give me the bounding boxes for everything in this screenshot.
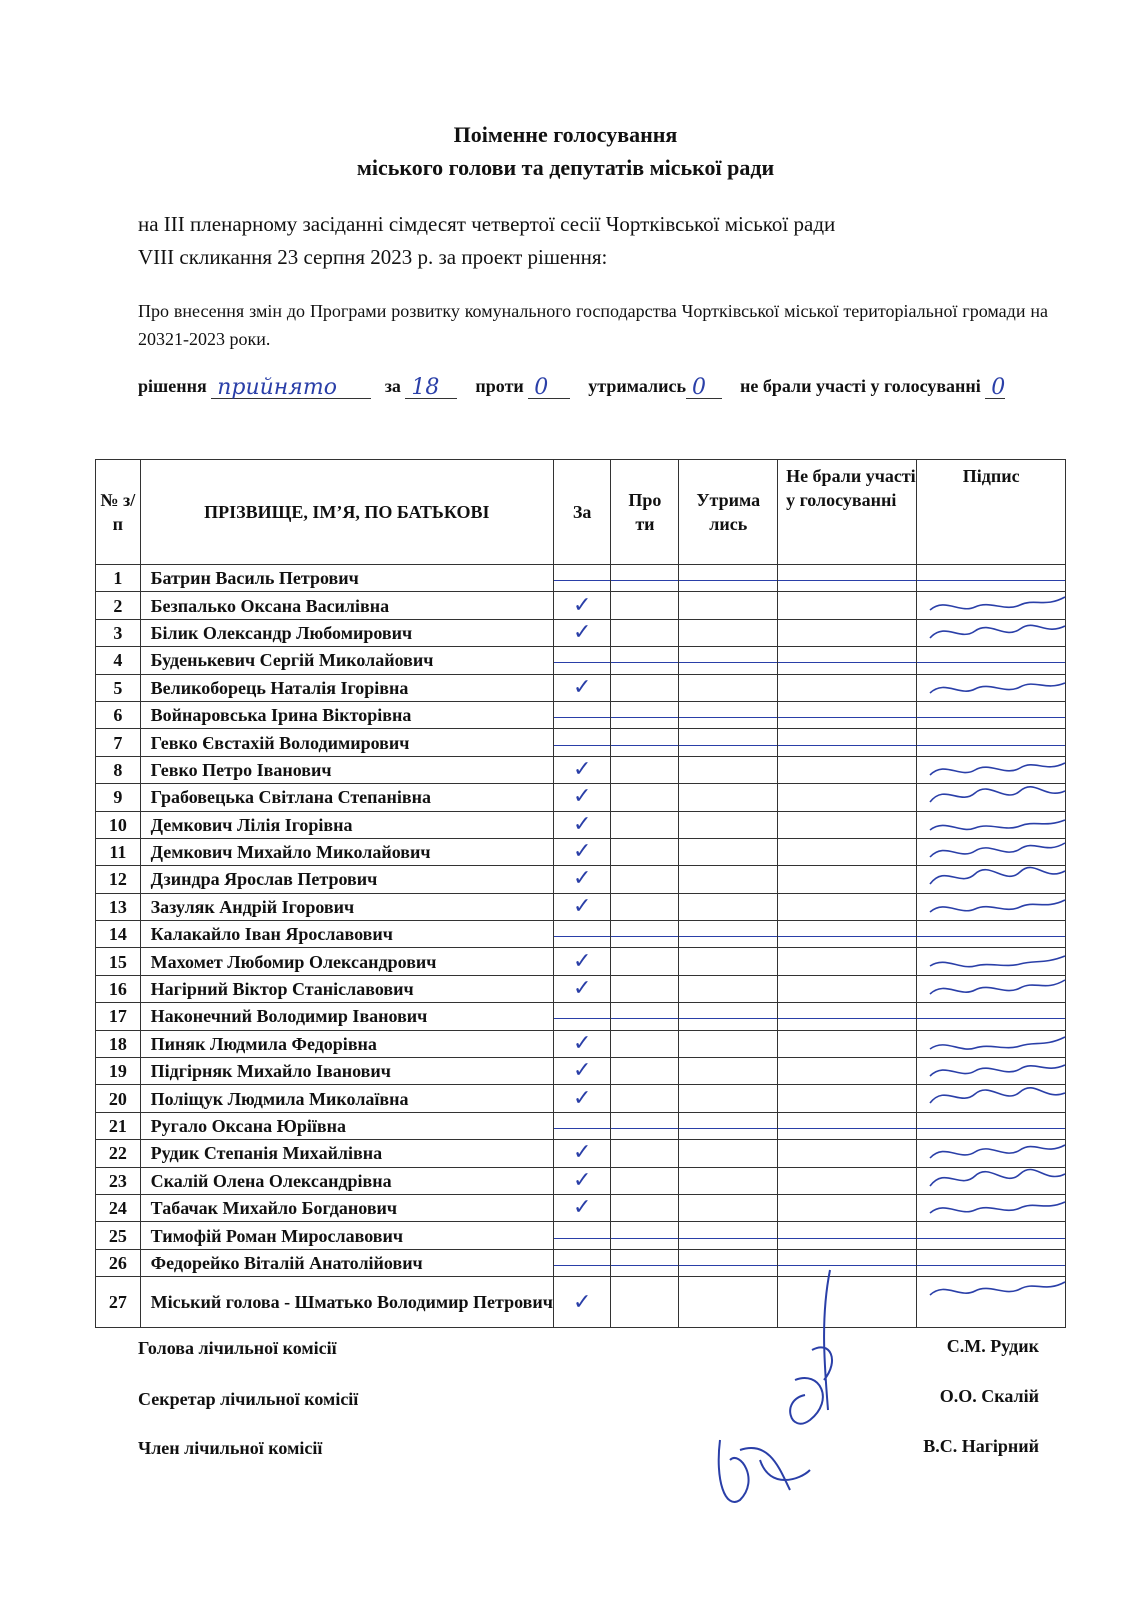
row-not-participated [778,1003,917,1030]
row-against [611,838,679,865]
row-name: Табачак Михайло Богданович [140,1194,553,1221]
row-not-participated [778,975,917,1002]
commission-member-name: В.С. Нагірний [923,1436,1039,1456]
row-abstained [679,1058,778,1085]
row-for-mark [553,729,611,756]
table-row [96,1003,1066,1030]
row-abstained [679,975,778,1002]
row-abstained [679,893,778,920]
row-not-participated [778,701,917,728]
table-row [96,674,1066,701]
header-against: Про ти [611,460,679,565]
row-not-participated [778,838,917,865]
row-abstained [679,1167,778,1194]
row-abstained [679,866,778,893]
row-for-mark [553,1003,611,1030]
row-number: 10 [96,811,141,838]
abstained-value: 0 [692,375,706,400]
row-against [611,1058,679,1085]
row-name: Білик Олександр Любомирович [140,619,553,646]
row-number: 22 [96,1140,141,1167]
row-abstained [679,619,778,646]
row-abstained [679,729,778,756]
row-for-mark: ✓ [553,1140,611,1167]
row-number: 25 [96,1222,141,1249]
session-line-1: на ІІІ пленарному засіданні сімдесят четвертої сесії Чортківської міської ради [138,212,836,236]
row-against [611,592,679,619]
row-number: 9 [96,784,141,811]
row-against [611,565,679,592]
row-for-mark: ✓ [553,1167,611,1194]
row-for-mark: ✓ [553,1277,611,1328]
voting-table-body [96,565,1066,1328]
row-against [611,701,679,728]
row-number: 4 [96,647,141,674]
row-against [611,729,679,756]
for-label: за [384,376,401,396]
row-not-participated [778,1140,917,1167]
row-name: Дзиндра Ярослав Петрович [140,866,553,893]
row-against [611,619,679,646]
row-for-mark: ✓ [553,784,611,811]
not-participated-field [985,376,1005,399]
row-abstained [679,1222,778,1249]
row-for-mark [553,647,611,674]
row-not-participated [778,811,917,838]
row-against [611,811,679,838]
row-number: 18 [96,1030,141,1057]
row-number: 6 [96,701,141,728]
row-name: Наконечний Володимир Іванович [140,1003,553,1030]
table-row [96,619,1066,646]
row-against [611,948,679,975]
table-row [96,1222,1066,1249]
row-for-mark: ✓ [553,948,611,975]
row-abstained [679,1030,778,1057]
row-name: Підгірняк Михайло Іванович [140,1058,553,1085]
row-not-participated [778,674,917,701]
row-signature [917,701,1066,728]
row-number: 26 [96,1249,141,1276]
header-signature: Підпис [917,460,1066,565]
row-name: Войнаровська Ірина Вікторівна [140,701,553,728]
row-for-mark: ✓ [553,811,611,838]
row-number: 11 [96,838,141,865]
row-not-participated [778,729,917,756]
row-for-mark [553,1112,611,1139]
row-abstained [679,1003,778,1030]
document-title: Поіменне голосування [453,122,678,147]
table-row [96,565,1066,592]
row-abstained [679,756,778,783]
row-number: 12 [96,866,141,893]
row-for-mark: ✓ [553,1030,611,1057]
row-abstained [679,647,778,674]
row-for-mark [553,921,611,948]
against-field [528,376,570,399]
row-number: 8 [96,756,141,783]
header-abstained: Утрима лись [679,460,778,565]
row-name: Великоборець Наталія Ігорівна [140,674,553,701]
row-not-participated [778,921,917,948]
table-row [96,866,1066,893]
row-for-mark: ✓ [553,893,611,920]
table-row [96,893,1066,920]
row-name: Грабовецька Світлана Степанівна [140,784,553,811]
signature-icon [925,667,1075,701]
row-abstained [679,1085,778,1112]
row-against [611,756,679,783]
row-name: Міський голова - Шматько Володимир Петрович [140,1277,553,1328]
row-abstained [679,1194,778,1221]
not-participated-value: 0 [991,375,1006,400]
row-for-mark [553,701,611,728]
table-row [96,1167,1066,1194]
row-signature [917,674,1066,701]
row-against [611,1112,679,1139]
header-num: № з/п [96,460,141,565]
not-participated-label: не брали участі у голосуванні [740,376,981,396]
signature-icon [925,1269,1075,1303]
row-against [611,784,679,811]
row-name: Зазуляк Андрій Ігорович [140,893,553,920]
header-name: ПРІЗВИЩЕ, ІМ’Я, ПО БАТЬКОВІ [140,460,553,565]
row-signature [917,893,1066,920]
row-number: 3 [96,619,141,646]
vote-result [138,374,1048,399]
row-not-participated [778,866,917,893]
row-abstained [679,592,778,619]
row-not-participated [778,893,917,920]
row-abstained [679,1112,778,1139]
row-abstained [679,948,778,975]
row-not-participated [778,1058,917,1085]
commission-signatures-icon [700,1260,850,1530]
row-number: 27 [96,1277,141,1328]
session-line-2: VIII скликання 23 серпня 2023 р. за проект рішення: [138,245,608,269]
decision-label: рішення [138,376,207,396]
row-against [611,921,679,948]
abstained-label: утримались [588,376,686,396]
project-title: Про внесення змін до Програми розвитку комунального господарства Чортківської міської територіальної громади на 20321-2023 роки. [138,301,1048,349]
table-row [96,838,1066,865]
decision-field [211,376,371,399]
row-name: Ругало Оксана Юріївна [140,1112,553,1139]
row-for-mark: ✓ [553,619,611,646]
commission-head-name: С.М. Рудик [946,1336,1039,1356]
row-name: Гевко Петро Іванович [140,756,553,783]
row-number: 5 [96,674,141,701]
row-against [611,1167,679,1194]
row-abstained [679,921,778,948]
signature-icon [925,886,1075,920]
row-abstained [679,838,778,865]
table-row [96,1085,1066,1112]
row-against [611,1140,679,1167]
row-number: 16 [96,975,141,1002]
row-number: 21 [96,1112,141,1139]
row-number: 15 [96,948,141,975]
row-signature [917,1222,1066,1249]
signature-icon [925,1077,1075,1111]
row-for-mark: ✓ [553,866,611,893]
row-signature [917,1277,1066,1328]
row-number: 14 [96,921,141,948]
abstained-field [686,376,722,399]
row-not-participated [778,1112,917,1139]
row-for-mark [553,565,611,592]
row-for-mark: ✓ [553,674,611,701]
signature-icon [925,1187,1075,1221]
voting-table [95,459,1066,1328]
row-name: Демкович Лілія Ігорівна [140,811,553,838]
row-not-participated [778,1030,917,1057]
row-for-mark: ✓ [553,756,611,783]
commission-secretary-name: О.О. Скалій [939,1386,1039,1406]
row-for-mark: ✓ [553,838,611,865]
header-not-participated: Не брали участі у голосуванні [778,460,917,565]
row-against [611,975,679,1002]
row-signature [917,1194,1066,1221]
row-against [611,893,679,920]
header-for: За [553,460,611,565]
row-abstained [679,811,778,838]
row-number: 17 [96,1003,141,1030]
row-signature [917,975,1066,1002]
row-name: Нагірний Віктор Станіславович [140,975,553,1002]
table-row [96,592,1066,619]
row-not-participated [778,1222,917,1249]
row-against [611,1277,679,1328]
table-row [96,784,1066,811]
row-name: Демкович Михайло Миколайович [140,838,553,865]
row-number: 2 [96,592,141,619]
signature-icon [925,612,1075,646]
row-abstained [679,1140,778,1167]
for-value: 18 [411,375,440,400]
row-against [611,647,679,674]
row-for-mark: ✓ [553,1058,611,1085]
row-for-mark [553,1222,611,1249]
row-name: Калакайло Іван Ярославович [140,921,553,948]
row-not-participated [778,592,917,619]
row-for-mark: ✓ [553,592,611,619]
table-row [96,1249,1066,1276]
row-name: Махомет Любомир Олександрович [140,948,553,975]
row-name: Буденькевич Сергій Миколайович [140,647,553,674]
row-against [611,866,679,893]
row-not-participated [778,948,917,975]
row-not-participated [778,647,917,674]
row-name: Скалій Олена Олександрівна [140,1167,553,1194]
row-abstained [679,565,778,592]
table-row [96,647,1066,674]
commission-head-label: Голова лічильної комісії [138,1338,337,1358]
row-name: Батрин Василь Петрович [140,565,553,592]
row-for-mark [553,1249,611,1276]
signature-icon [925,968,1075,1002]
table-row [96,1277,1066,1328]
table-row [96,1058,1066,1085]
row-not-participated [778,619,917,646]
row-against [611,1194,679,1221]
row-against [611,1249,679,1276]
table-row [96,1112,1066,1139]
commission-secretary-label: Секретар лічильної комісії [138,1389,359,1409]
row-not-participated [778,1194,917,1221]
table-row [96,1140,1066,1167]
row-number: 13 [96,893,141,920]
row-abstained [679,701,778,728]
row-name: Пиняк Людмила Федорівна [140,1030,553,1057]
row-name: Федорейко Віталій Анатолійович [140,1249,553,1276]
document-subtitle: міського голови та депутатів міської ради [356,155,775,180]
commission-member-label: Член лічильної комісії [138,1438,323,1458]
table-row [96,975,1066,1002]
row-number: 7 [96,729,141,756]
row-against [611,674,679,701]
row-name: Рудик Степанія Михайлівна [140,1140,553,1167]
table-row [96,811,1066,838]
row-abstained [679,674,778,701]
row-not-participated [778,1085,917,1112]
row-signature [917,619,1066,646]
table-row [96,1030,1066,1057]
row-name: Безпалько Оксана Василівна [140,592,553,619]
row-number: 19 [96,1058,141,1085]
table-row [96,729,1066,756]
against-value: 0 [534,375,549,400]
table-row [96,921,1066,948]
table-row [96,756,1066,783]
row-against [611,1085,679,1112]
row-number: 23 [96,1167,141,1194]
row-abstained [679,784,778,811]
row-number: 20 [96,1085,141,1112]
for-field [405,376,457,399]
row-name: Тимофій Роман Мирославович [140,1222,553,1249]
table-header-row [96,460,1066,565]
row-signature [917,1085,1066,1112]
row-for-mark: ✓ [553,1085,611,1112]
row-for-mark: ✓ [553,1194,611,1221]
row-for-mark: ✓ [553,975,611,1002]
row-name: Поліщук Людмила Миколаївна [140,1085,553,1112]
against-label: проти [475,376,524,396]
row-not-participated [778,756,917,783]
table-row [96,701,1066,728]
row-against [611,1030,679,1057]
table-row [96,1194,1066,1221]
row-not-participated [778,784,917,811]
row-number: 24 [96,1194,141,1221]
row-not-participated [778,565,917,592]
row-not-participated [778,1167,917,1194]
row-against [611,1222,679,1249]
table-row [96,948,1066,975]
row-name: Гевко Євстахій Володимирович [140,729,553,756]
row-number: 1 [96,565,141,592]
decision-value: прийнято [217,375,337,400]
row-against [611,1003,679,1030]
